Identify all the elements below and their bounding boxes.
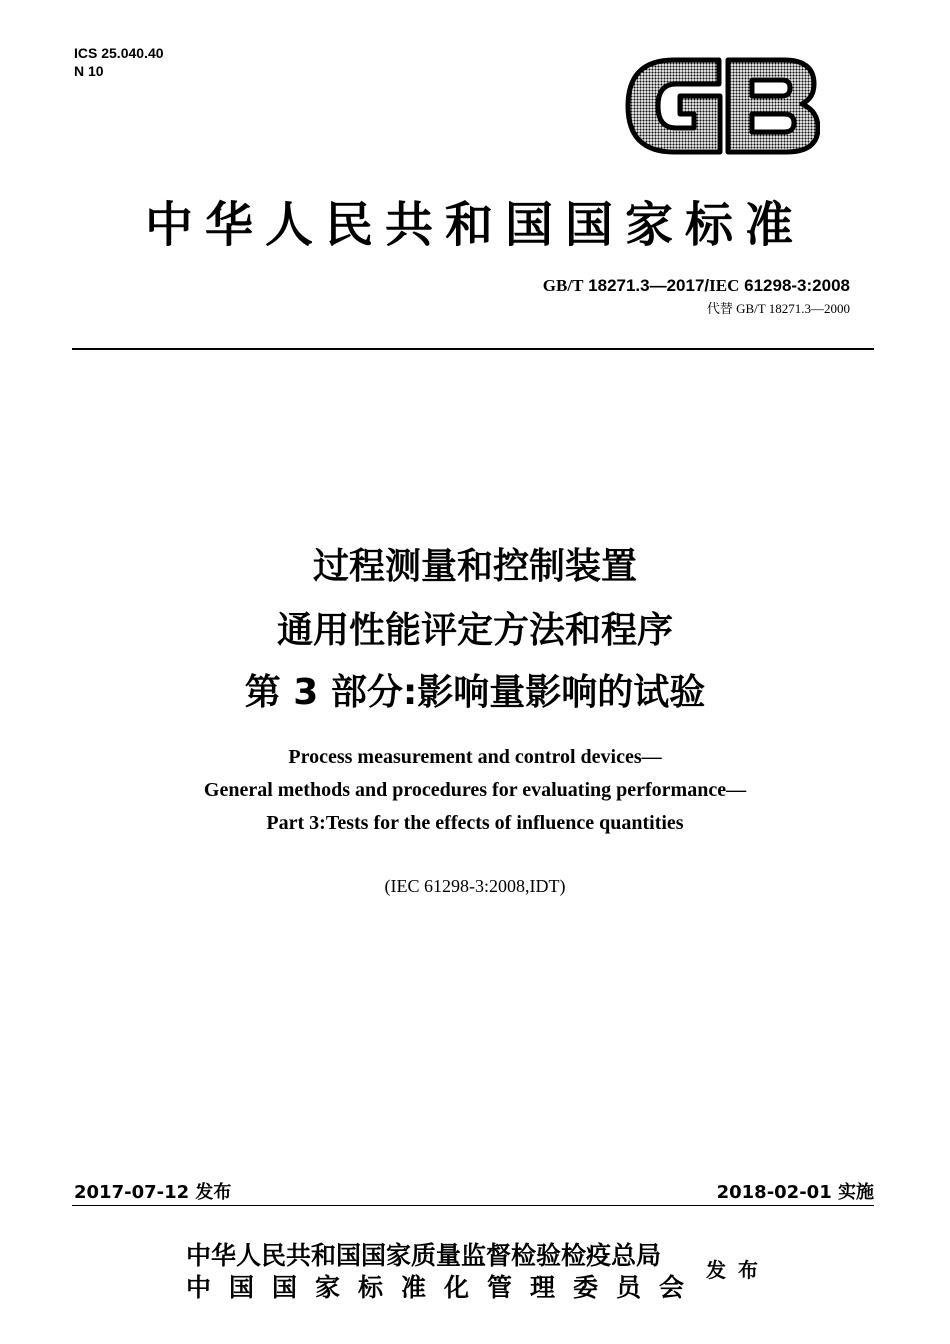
english-title-line-2: General methods and procedures for evaluating performance— xyxy=(203,779,747,801)
replaces-standard: GB/T 18271.3—2000 xyxy=(736,301,850,316)
standard-prefix: GB/T xyxy=(542,276,584,295)
iec-prefix: IEC xyxy=(709,276,740,295)
chinese-title-line-3: 第 3 部分:影响量影响的试验 xyxy=(244,672,706,713)
header-divider xyxy=(72,348,874,350)
ics-code: ICS 25.040.40 xyxy=(74,45,164,61)
footer-divider xyxy=(72,1205,874,1206)
gb-logo xyxy=(624,56,820,156)
replaces-label: 代替 xyxy=(706,301,733,316)
national-standard-title: 中华人民共和国国家标准 xyxy=(144,197,805,253)
classification-codes xyxy=(74,44,164,80)
issuer-line-1: 中华人民共和国国家质量监督检验检疫总局 xyxy=(186,1241,662,1270)
english-title-line-1: Process measurement and control devices— xyxy=(288,746,662,768)
iec-code: 61298-3:2008 xyxy=(744,276,850,295)
gb-logo-text: GB xyxy=(722,116,724,117)
implementation-date: 2018-02-01 实施 xyxy=(716,1182,874,1203)
equivalence-note: (IEC 61298-3:2008,IDT) xyxy=(384,876,566,896)
issue-date: 2017-07-12 发布 xyxy=(74,1182,232,1203)
chinese-title-line-2: 通用性能评定方法和程序 xyxy=(276,610,673,651)
issuer-line-2: 中国国家标准化管理委员会 xyxy=(186,1273,703,1302)
replaces-note xyxy=(707,298,850,317)
english-title-line-3: Part 3:Tests for the effects of influence quantities xyxy=(266,812,684,834)
publish-label: 发布 xyxy=(706,1258,770,1282)
ccs-code: N 10 xyxy=(74,63,104,79)
standard-number xyxy=(543,276,850,296)
standard-code: 18271.3—2017/ xyxy=(588,276,710,295)
chinese-title-line-1: 过程测量和控制装置 xyxy=(312,546,637,587)
